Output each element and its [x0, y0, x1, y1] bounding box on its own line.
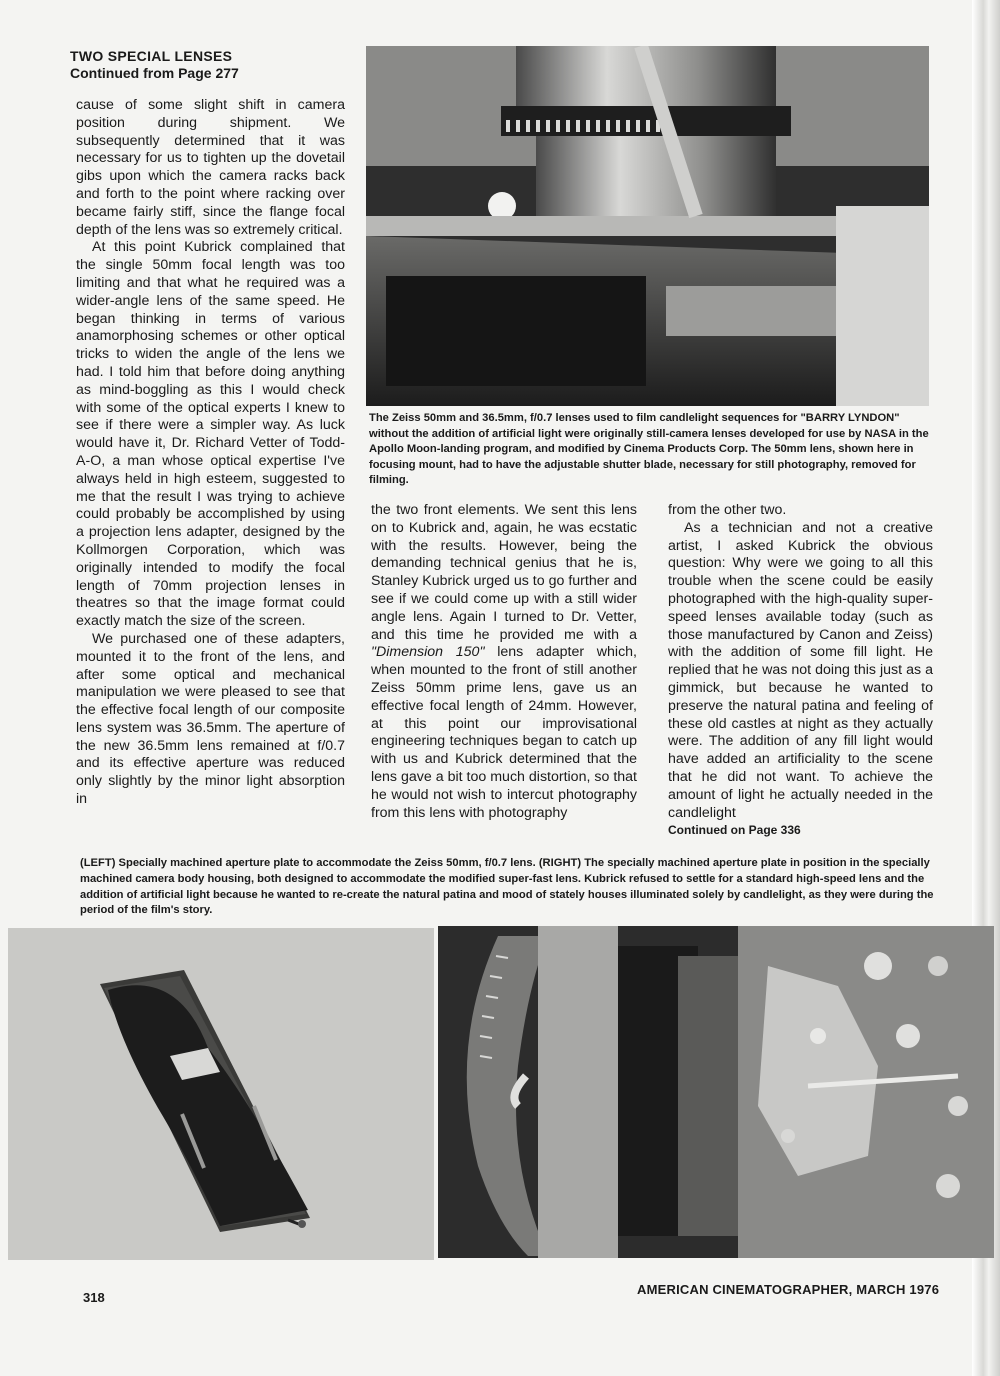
- text-column-1: [76, 97, 345, 809]
- paragraph-text: lens adapter which, when mounted to the front of still another Zeiss 50mm prime lens, gave us an effective focal length of 24mm. However, at this point our improvisational engineering techniques began to catch up with us and Kubrick determined that the lens gave a bit too much distortion, so that he would not wish to intercut photography from this lens with photography: [371, 644, 637, 821]
- aperture-plate-photo: [8, 928, 434, 1260]
- camera-housing-graphic: [438, 926, 994, 1258]
- paragraph-text: the two front elements. We sent this lens on to Kubrick and, again, he was ecstatic with the results. However, being the demanding technical genius that he is, Stanley Kubrick urged us to go further and see if we could come up with a still wider angle lens. Again I turned to Dr. Vetter, and this time he provided me with a: [371, 502, 637, 643]
- lens-photo: [366, 46, 929, 406]
- paragraph: [371, 502, 637, 822]
- publication-footer: AMERICAN CINEMATOGRAPHER, MARCH 1976: [637, 1282, 940, 1297]
- aperture-plate-graphic: [8, 928, 434, 1260]
- paragraph: cause of some slight shift in camera position during shipment. We subsequently determined that it was necessary for us to tighten up the dovetail gibs upon which the camera racks back and forth to the point where racking over became fairly stiff, since the flange focal depth of the lens was so extremely critical.: [76, 97, 345, 238]
- continued-from-label: Continued from Page 277: [70, 65, 239, 81]
- paragraph: We purchased one of these adapters, mounted it to the front of the lens, and after some optical and mechanical manipulation we were pleased to see that the effective focal length of our composite lens system was 36.5mm. The aperture of the new 36.5mm lens remained at f/0.7 and its effective aperture was reduced only slightly by the minor light absorption in: [76, 630, 345, 808]
- paragraph: At this point Kubrick complained that the single 50mm focal length was too limiting and that what he required was a wider-angle lens of the same speed. He began thinking in terms of various anamorphosing schemes or other optical tricks to widen the angle of the lens we had. I told him that before doing anything as mind-boggling as this I would check with some of the optical experts I knew to see if there were a simpler way. As luck would have it, Dr. Richard Vetter of Todd-A-O, a man whose optical expertise I've always held in high esteem, suggested to me that the result I was trying to achieve could probably be accomplished by using a projection lens adapter, designed by the Kollmorgen Corporation, which was originally intended to modify the focal length of 70mm projection lenses in theatres so that the image format could exactly match the size of the screen.: [76, 239, 345, 630]
- continued-on-label: Continued on Page 336: [668, 823, 801, 838]
- camera-housing-photo: [438, 926, 994, 1258]
- aperture-plate-caption: (LEFT) Specially machined aperture plate to accommodate the Zeiss 50mm, f/0.7 lens. (RIGHT) The specially machined aperture plate in position in the specially machined camera body housing, both designed to accommodate the modified super-fast lens. Kubrick refused to settle for a standard high-speed lens and the addition of artificial light because he wanted to re-create the natural patina and mood of stately houses illuminated solely by candlelight, as they were during the period of the film's story.: [80, 857, 934, 917]
- article-title: TWO SPECIAL LENSES: [70, 48, 233, 64]
- dimension-150-term: "Dimension 150": [371, 644, 485, 661]
- paragraph: As a technician and not a creative artist, I asked Kubrick the obvious question: Why were we going to all this trouble when the scene could be easily photographed with the high-quality super-speed lenses available today (such as those manufactured by Canon and Zeiss) with the addition of some fill light. He replied that he was not doing this just as a gimmick, but because he wanted to preserve the natural patina and feeling of these old castles at night as they actually were. The addition of any fill light would have added an artificiality to the scene that he did not want. To achieve the amount of light he actually needed in the candlelight: [668, 519, 933, 821]
- paragraph: from the other two.: [668, 502, 787, 518]
- article-header: [70, 48, 360, 82]
- text-column-3: [668, 502, 933, 840]
- text-column-2: [371, 502, 637, 822]
- lens-photo-caption: The Zeiss 50mm and 36.5mm, f/0.7 lenses used to film candlelight sequences for "BARRY LYNDON" without the addition of artificial light were originally still-camera lenses developed for use by NASA in the Apollo Moon-landing program, and modified by Cinema Products Corp. The 50mm lens, shown here in focusing mount, had to have the adjustable shutter blade, necessary for still photography, removed for filming.: [369, 412, 929, 487]
- page-number: 318: [83, 1290, 105, 1305]
- lens-photo-graphic: [366, 46, 929, 406]
